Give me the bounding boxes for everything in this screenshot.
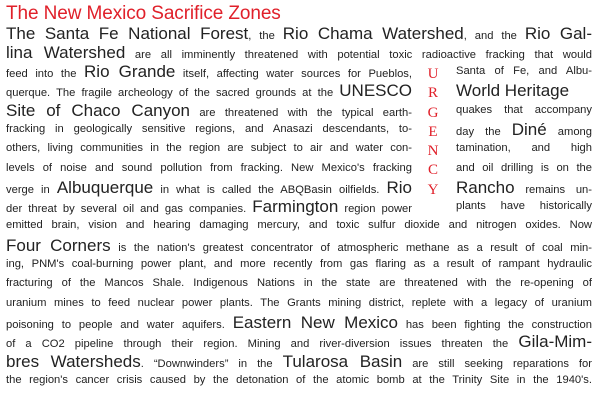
text-line bbox=[6, 275, 592, 292]
body-text: Santa of Fe, and Albu- bbox=[456, 65, 592, 77]
body-text: quakes that accompany bbox=[456, 103, 592, 116]
article-title: The New Mexico Sacrifice Zones bbox=[6, 3, 281, 24]
body-text: tamination, and high bbox=[456, 142, 592, 155]
text-line bbox=[6, 217, 592, 234]
body-text: among bbox=[546, 125, 592, 138]
body-text: others, living communities in the region are subject to air and water con- bbox=[6, 142, 412, 155]
text-line bbox=[6, 179, 412, 199]
place-name: World Heritage bbox=[456, 81, 570, 101]
text-line bbox=[456, 82, 592, 102]
text-line bbox=[456, 63, 592, 80]
text-line bbox=[456, 140, 592, 157]
place-name: UNESCO bbox=[339, 81, 412, 101]
text-line bbox=[456, 102, 592, 119]
place-name: Gila-Mim- bbox=[518, 332, 592, 352]
body-text: and oil drilling is on the bbox=[456, 161, 592, 174]
place-name: Diné bbox=[511, 119, 547, 139]
body-text: der threat by several oil and gas companies. bbox=[6, 203, 253, 216]
text-line bbox=[6, 25, 592, 45]
text-line bbox=[6, 121, 412, 138]
text-line bbox=[6, 82, 412, 102]
body-text: . “Downwinders” in the bbox=[140, 357, 283, 370]
body-text: remains un- bbox=[514, 183, 592, 196]
text-line bbox=[6, 160, 412, 177]
urgency-letter: R bbox=[427, 85, 438, 102]
urgency-letter: G bbox=[427, 104, 439, 121]
body-text: the region's cancer crisis caused by the detonation of the atomic bomb at the Trinity Site in the 1940's. bbox=[6, 373, 592, 386]
text-line bbox=[6, 295, 592, 312]
body-text: , and the bbox=[463, 30, 525, 42]
place-name: Rio Grande bbox=[84, 62, 176, 81]
place-name: The Santa Fe National Forest bbox=[6, 24, 249, 43]
place-name: Tularosa Basin bbox=[282, 351, 403, 371]
place-name: Site of Chaco Canyon bbox=[6, 100, 191, 120]
body-text: verge in bbox=[6, 183, 57, 196]
body-text: is the nation's greatest concentrator of atmospheric methane as a result of coal min- bbox=[110, 241, 593, 254]
text-line bbox=[6, 63, 412, 83]
body-text: , the bbox=[248, 30, 283, 42]
text-line bbox=[456, 121, 592, 141]
body-text: feed into the bbox=[6, 68, 85, 80]
body-text: has been fighting the construction bbox=[398, 318, 592, 331]
text-line bbox=[6, 140, 412, 157]
text-line bbox=[6, 314, 592, 334]
body-text: plants have historically bbox=[456, 200, 592, 213]
body-text: itself, affecting water sources for Pueblos, bbox=[175, 68, 412, 80]
place-name: Four Corners bbox=[6, 235, 111, 255]
body-text: of a CO2 pipeline through their region. Mining and river-diversion issues threaten the bbox=[6, 338, 519, 351]
body-text: are threatened with the typical earth- bbox=[190, 106, 412, 119]
place-name: Rio bbox=[386, 177, 412, 197]
urgency-vertical-word bbox=[425, 65, 441, 200]
urgency-letter: C bbox=[427, 162, 438, 179]
body-text: emitted brain, vision and hearing damaging mercury, and toxic sulfur dioxide and nitrogen oxides. Now bbox=[6, 219, 592, 232]
body-text: day the bbox=[456, 125, 512, 138]
place-name: Farmington bbox=[252, 197, 339, 217]
urgency-letter: Y bbox=[427, 181, 439, 198]
body-text: in what is called the ABQBasin oilfields. bbox=[153, 183, 387, 196]
place-name: Rancho bbox=[456, 177, 515, 197]
body-text: fracturing of the Mancos Shale. Indigenous Nations in the state are threatened with the re-opening of bbox=[6, 277, 592, 290]
place-name: bres Watersheds bbox=[6, 351, 141, 371]
place-name: Rio Gal- bbox=[524, 24, 592, 43]
text-line bbox=[6, 237, 592, 257]
body-text: levels of noise and sound pollution from fracking. New Mexico's fracking bbox=[6, 161, 412, 174]
text-line bbox=[6, 102, 412, 122]
text-line bbox=[6, 353, 592, 373]
text-line bbox=[456, 198, 592, 215]
text-line bbox=[456, 179, 592, 199]
text-line bbox=[6, 372, 592, 389]
body-text: poisoning to people and water aquifers. bbox=[6, 318, 233, 331]
urgency-letter: E bbox=[428, 123, 438, 140]
urgency-letter: N bbox=[427, 143, 439, 160]
text-line bbox=[6, 198, 412, 218]
body-text: ing, PNM's coal-burning power plant, and more recently from gas flaring as a result of rampant hydraulic bbox=[6, 258, 592, 270]
text-line bbox=[6, 256, 592, 273]
place-name: lina Watershed bbox=[6, 43, 126, 63]
text-line bbox=[456, 160, 592, 177]
body-text: fracking in geologically sensitive regions, and Anasazi descendants, to- bbox=[6, 122, 412, 135]
body-text: region power bbox=[338, 203, 412, 216]
body-text: are still seeking reparations for bbox=[402, 357, 592, 370]
urgency-letter: U bbox=[427, 66, 439, 82]
place-name: Rio Chama Watershed bbox=[282, 24, 464, 43]
place-name: Albuquerque bbox=[56, 177, 154, 197]
text-line bbox=[6, 333, 592, 353]
place-name: Eastern New Mexico bbox=[232, 312, 399, 332]
body-text: are all imminently threatened with potential toxic radioactive fracking that would bbox=[125, 49, 592, 62]
body-text: uranium mines to feed nuclear power plants. The Grants mining district, replete with a legacy of uranium bbox=[6, 296, 592, 309]
body-text: querque. The fragile archeology of the sacred grounds at the bbox=[6, 87, 340, 100]
